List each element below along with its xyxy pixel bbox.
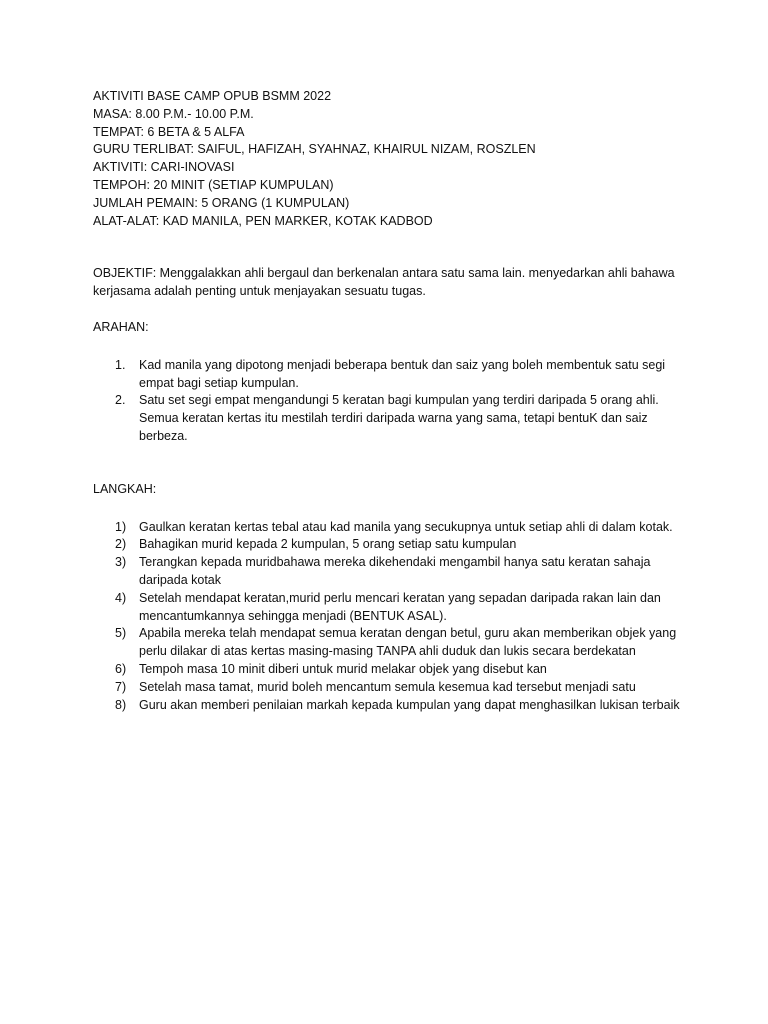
list-item (93, 392, 685, 445)
list-item (93, 519, 685, 537)
arahan-list (93, 357, 685, 446)
guru-terlibat-line: GURU TERLIBAT: SAIFUL, HAFIZAH, SYAHNAZ, KHAIRUL NIZAM, ROSZLEN (93, 142, 536, 157)
list-item (93, 697, 685, 715)
list-number: 6) (115, 661, 127, 676)
langkah-heading: LANGKAH: (93, 481, 157, 496)
list-item (93, 679, 685, 697)
objektif-text: OBJEKTIF: Menggalakkan ahli bergaul dan berkenalan antara satu sama lain. menyedarkan ahli bahawa kerjasama adalah penting untuk menjayakan sesuatu tugas. (93, 266, 675, 299)
list-number: 2. (115, 393, 126, 408)
list-item-text: Setelah masa tamat, murid boleh mencantum semula kesemua kad tersebut menjadi satu (139, 679, 636, 694)
activity-title: AKTIVITI BASE CAMP OPUB BSMM 2022 (93, 89, 332, 103)
list-item-text: Tempoh masa 10 minit diberi untuk murid melakar objek yang disebut kan (139, 661, 547, 676)
alat-alat-line: ALAT-ALAT: KAD MANILA, PEN MARKER, KOTAK KADBOD (93, 213, 433, 228)
list-number: 8) (115, 697, 127, 712)
list-number: 7) (115, 679, 127, 694)
list-item (93, 536, 685, 554)
list-item-text: Terangkan kepada muridbahawa mereka dikehendaki mengambil hanya satu keratan sahaja daripada kotak (139, 555, 651, 587)
list-item (93, 590, 685, 626)
list-item (93, 661, 685, 679)
document-page (93, 88, 685, 714)
list-item-text: Kad manila yang dipotong menjadi beberapa bentuk dan saiz yang boleh membentuk satu segi empat bagi setiap kumpulan. (139, 357, 666, 390)
list-item (93, 554, 685, 590)
list-number: 2) (115, 537, 127, 552)
list-item-text: Gaulkan keratan kertas tebal atau kad manila yang secukupnya untuk setiap ahli di dalam kotak. (139, 519, 673, 534)
langkah-list (93, 519, 685, 715)
aktiviti-line: AKTIVITI: CARI-INOVASI (93, 160, 235, 175)
list-number: 1. (115, 357, 126, 372)
list-item-text: Apabila mereka telah mendapat semua keratan dengan betul, guru akan memberikan objek yang perlu dilakar di atas kertas masing-masing TANPA ahli duduk dan lukis secara berdekatan (139, 626, 677, 659)
tempat-line: TEMPAT: 6 BETA & 5 ALFA (93, 124, 245, 139)
arahan-heading: ARAHAN: (93, 319, 149, 334)
list-number: 5) (115, 626, 127, 641)
activity-header (93, 88, 685, 230)
list-item (93, 357, 685, 393)
jumlah-pemain-line: JUMLAH PEMAIN: 5 ORANG (1 KUMPULAN) (93, 195, 350, 210)
list-item-text: Setelah mendapat keratan,murid perlu mencari keratan yang sepadan daripada rakan lain dan mencantumkannya sehingga menjadi (BENTUK ASAL). (139, 590, 661, 623)
list-number: 4) (115, 590, 127, 605)
list-number: 3) (115, 555, 127, 570)
list-number: 1) (115, 519, 127, 534)
masa-line: MASA: 8.00 P.M.- 10.00 P.M. (93, 106, 254, 121)
objektif-section (93, 265, 685, 301)
list-item-text: Guru akan memberi penilaian markah kepada kumpulan yang dapat menghasilkan lukisan terbaik (139, 697, 680, 712)
list-item-text: Satu set segi empat mengandungi 5 keratan bagi kumpulan yang terdiri daripada 5 orang ahli. Semua keratan kertas itu mestilah terdiri daripada warna yang sama, tetapi bentuK dan saiz berbeza. (139, 393, 659, 443)
list-item (93, 625, 685, 661)
tempoh-line: TEMPOH: 20 MINIT (SETIAP KUMPULAN) (93, 177, 334, 192)
list-item-text: Bahagikan murid kepada 2 kumpulan, 5 orang setiap satu kumpulan (139, 537, 517, 552)
